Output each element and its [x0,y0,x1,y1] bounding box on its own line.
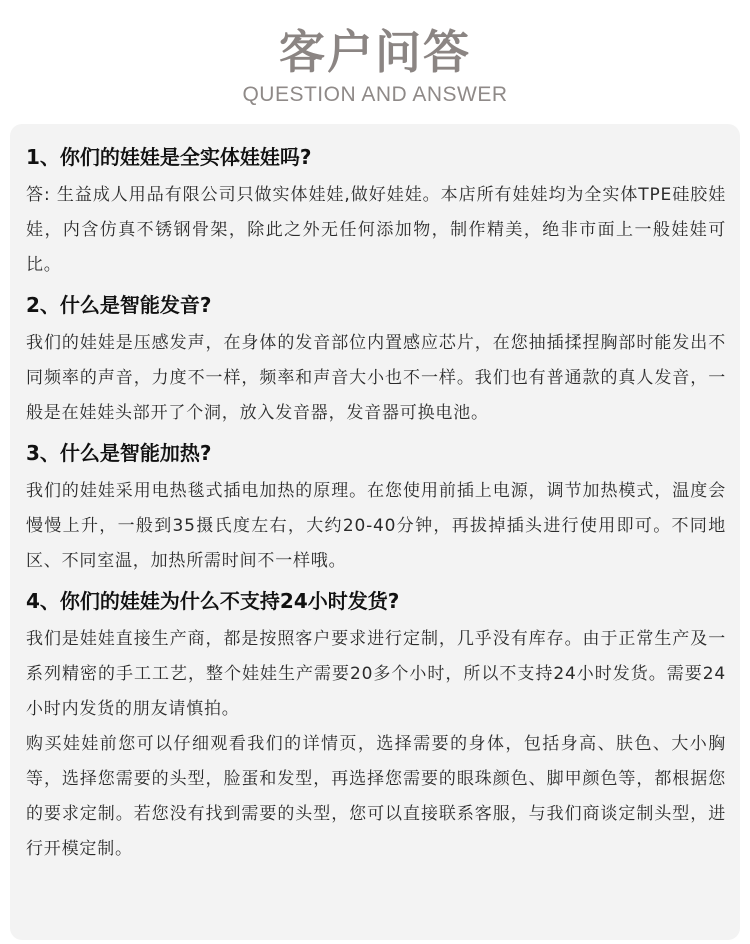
faq-answer-4-extra: 购买娃娃前您可以仔细观看我们的详情页，选择需要的身体，包括身高、肤色、大小胸等，选择您需要的头型，脸蛋和发型，再选择您需要的眼珠颜色、脚甲颜色等，都根据您的要求定制。若您没有找到需要的头型，您可以直接联系客服，与我们商谈定制头型，进行开模定制。 [26,734,726,859]
header [0,0,750,120]
faq-question-4: 4、你们的娃娃为什么不支持24小时发货? [26,589,400,613]
faq-question-1: 1、你们的娃娃是全实体娃娃吗? [26,145,312,169]
faq-list [26,137,726,867]
faq-answer-4: 我们是娃娃直接生产商，都是按照客户要求进行定制，几乎没有库存。由于正常生产及一系列精密的手工工艺，整个娃娃生产需要20多个小时，所以不支持24小时发货。需要24小时内发货的朋友请慎拍。 [26,629,726,719]
faq-answer-3: 我们的娃娃采用电热毯式插电加热的原理。在您使用前插上电源，调节加热模式，温度会慢慢上升，一般到35摄氏度左右，大约20-40分钟，再拔掉插头进行使用即可。不同地区、不同室温，加热所需时间不一样哦。 [26,481,726,571]
faq-question-3: 3、什么是智能加热? [26,441,212,465]
faq-answer-1: 答: 生益成人用品有限公司只做实体娃娃,做好娃娃。本店所有娃娃均为全实体TPE硅胶娃娃，内含仿真不锈钢骨架，除此之外无任何添加物，制作精美，绝非市面上一般娃娃可比。 [26,185,726,275]
faq-question-2: 2、什么是智能发音? [26,293,212,317]
faq-answer-2: 我们的娃娃是压感发声，在身体的发音部位内置感应芯片，在您抽插揉捏胸部时能发出不同频率的声音，力度不一样，频率和声音大小也不一样。我们也有普通款的真人发音，一般是在娃娃头部开了个洞，放入发音器，发音器可换电池。 [26,333,726,423]
page-subtitle: QUESTION AND ANSWER [242,83,508,106]
page-title: 客户问答 [279,25,471,79]
